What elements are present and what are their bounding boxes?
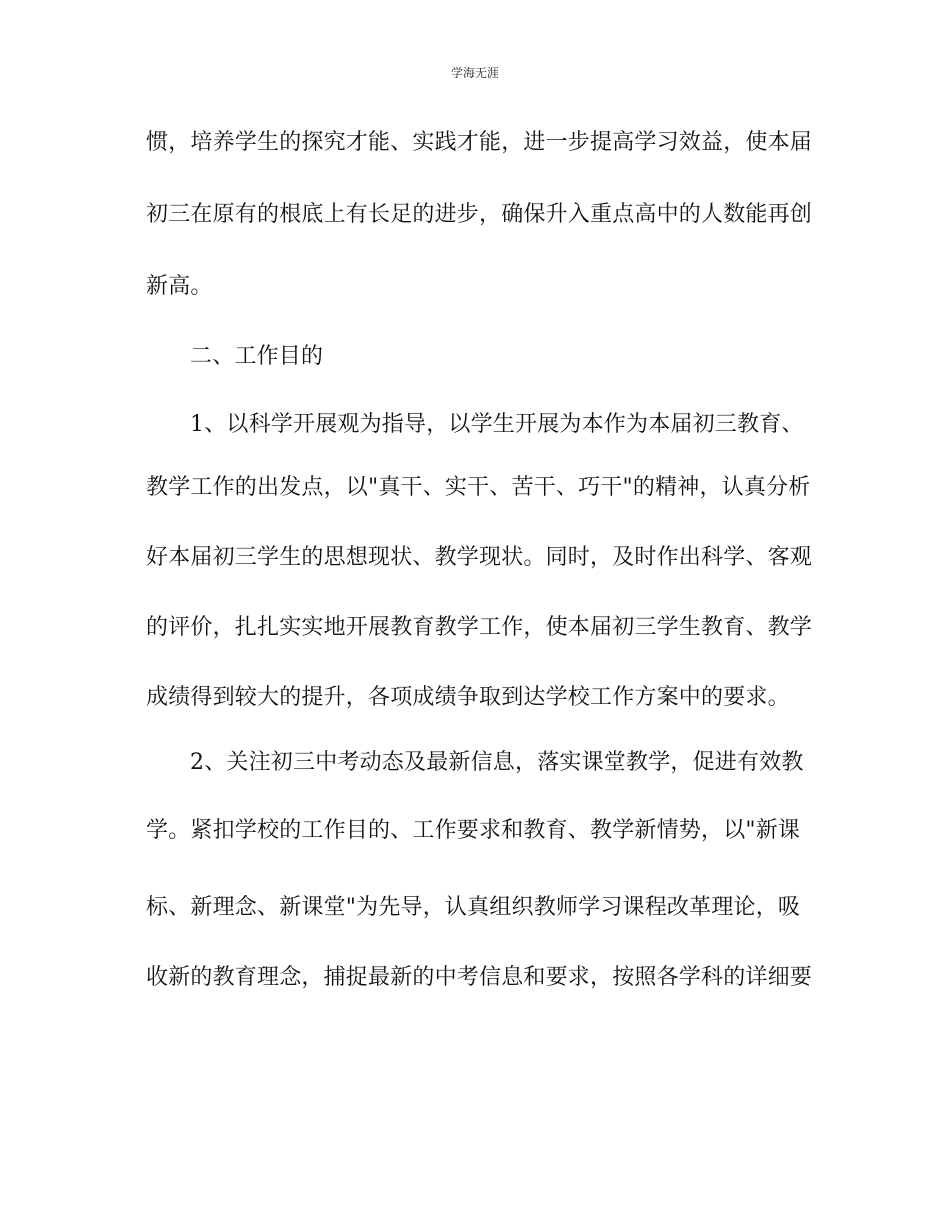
body-line-2: 初三在原有的根底上有长足的进步，确保升入重点高中的人数能再创 <box>146 202 813 227</box>
section-heading: 二、工作目的 <box>190 344 324 369</box>
body-line-10: 2、关注初三中考动态及最新信息，落实课堂教学，促进有效教 <box>190 750 804 775</box>
body-line-5: 1、以科学开展观为指导，以学生开展为本作为本届初三教育、 <box>190 412 804 437</box>
body-line-6: 教学工作的出发点，以"真干、实干、苦干、巧干"的精神，认真分析 <box>146 475 811 500</box>
body-line-1: 惯，培养学生的探究才能、实践才能，进一步提高学习效益，使本届 <box>146 130 813 155</box>
body-line-11: 学。紧扣学校的工作目的、工作要求和教育、教学新情势，以"新课 <box>146 818 801 843</box>
body-line-9: 成绩得到较大的提升，各项成绩争取到达学校工作方案中的要求。 <box>146 685 790 710</box>
body-line-8: 的评价，扎扎实实地开展教育教学工作，使本届初三学生教育、教学 <box>146 615 813 640</box>
page-header: 学海无涯 <box>450 66 499 80</box>
body-line-13: 收新的教育理念，捕捉最新的中考信息和要求，按照各学科的详细要 <box>146 965 813 990</box>
body-line-7: 好本届初三学生的思想现状、教学现状。同时，及时作出科学、客观 <box>146 545 813 570</box>
body-line-3: 新高。 <box>146 274 213 299</box>
body-line-12: 标、新理念、新课堂"为先导，认真组织教师学习课程改革理论，吸 <box>146 895 801 920</box>
